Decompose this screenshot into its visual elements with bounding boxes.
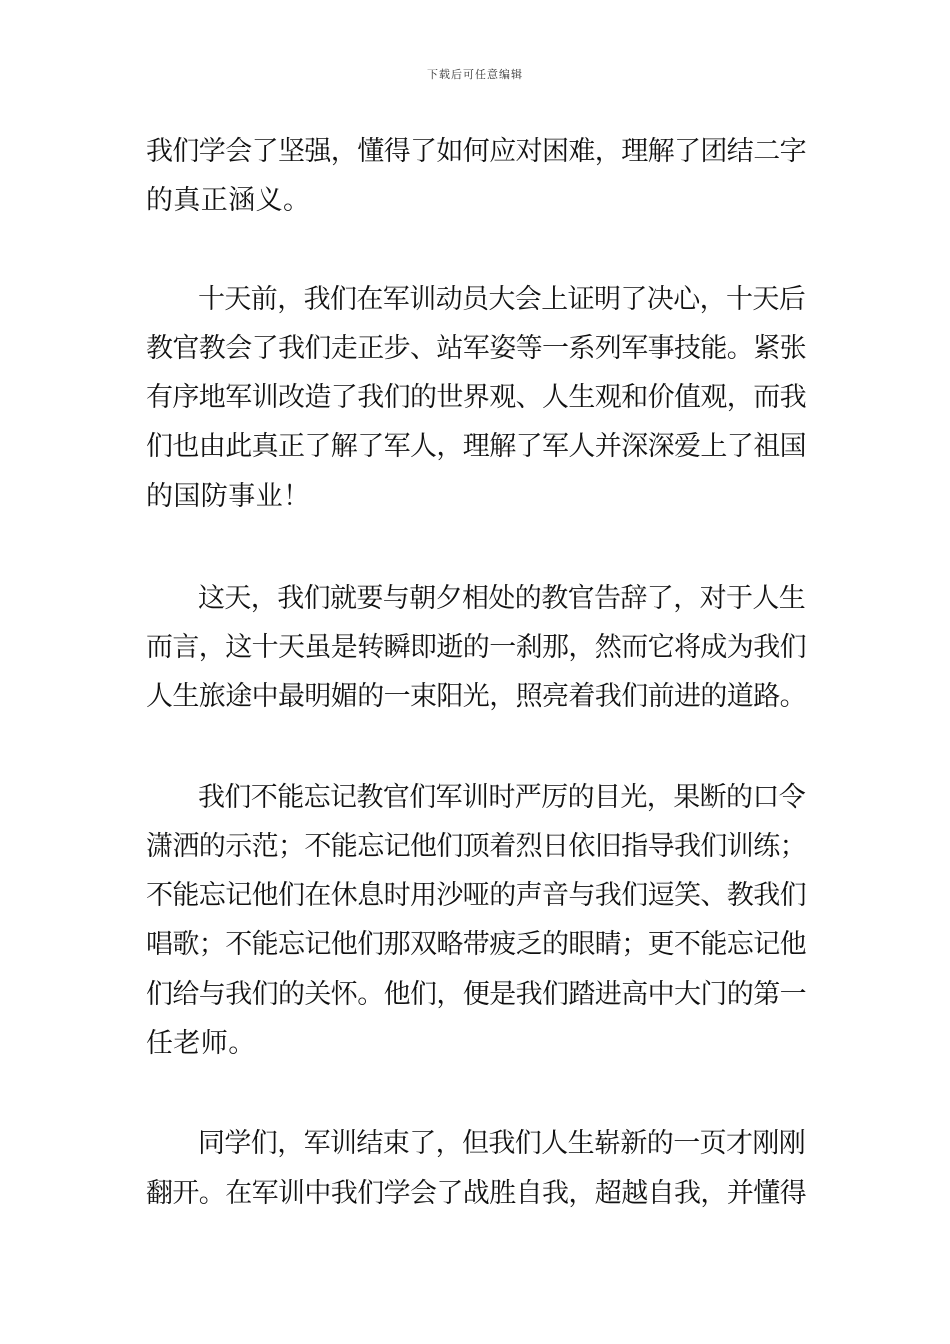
paragraph-2-line-4: 们也由此真正了解了军人，理解了军人并深深爱上了祖国 [146, 431, 806, 462]
paragraph-2-line-2: 教官教会了我们走正步、站军姿等一系列军事技能。紧张 [146, 333, 806, 364]
paragraph-5-line-2: 翻开。在军训中我们学会了战胜自我，超越自我，并懂得 [146, 1178, 806, 1209]
paragraph-1-line-1: 我们学会了坚强，懂得了如何应对困难，理解了团结二字 [146, 136, 806, 167]
paragraph-3-line-2: 而言，这十天虽是转瞬即逝的一刹那，然而它将成为我们 [146, 632, 806, 663]
paragraph-2-line-1: 十天前，我们在军训动员大会上证明了决心，十天后 [198, 284, 806, 315]
paragraph-5-line-1: 同学们，军训结束了，但我们人生崭新的一页才刚刚 [198, 1128, 806, 1159]
paragraph-3-line-3: 人生旅途中最明媚的一束阳光，照亮着我们前进的道路。 [146, 681, 806, 712]
paragraph-2-line-5: 的国防事业！ [146, 481, 311, 512]
paragraph-4-line-4: 唱歌；不能忘记他们那双略带疲乏的眼睛；更不能忘记他 [146, 929, 806, 960]
paragraph-4-line-1: 我们不能忘记教官们军训时严厉的目光，果断的口令 [198, 782, 806, 813]
paragraph-3-line-1: 这天，我们就要与朝夕相处的教官告辞了，对于人生 [198, 583, 806, 614]
paragraph-4-line-6: 任老师。 [146, 1028, 256, 1059]
page-header: 下载后可任意编辑 [427, 68, 523, 81]
paragraph-4-line-2: 潇洒的示范；不能忘记他们顶着烈日依旧指导我们训练； [146, 831, 806, 862]
paragraph-4-line-3: 不能忘记他们在休息时用沙哑的声音与我们逗笑、教我们 [146, 880, 806, 911]
paragraph-2-line-3: 有序地军训改造了我们的世界观、人生观和价值观，而我 [146, 382, 806, 413]
paragraph-4-line-5: 们给与我们的关怀。他们，便是我们踏进高中大门的第一 [146, 979, 806, 1010]
paragraph-1-line-2: 的真正涵义。 [146, 185, 311, 216]
